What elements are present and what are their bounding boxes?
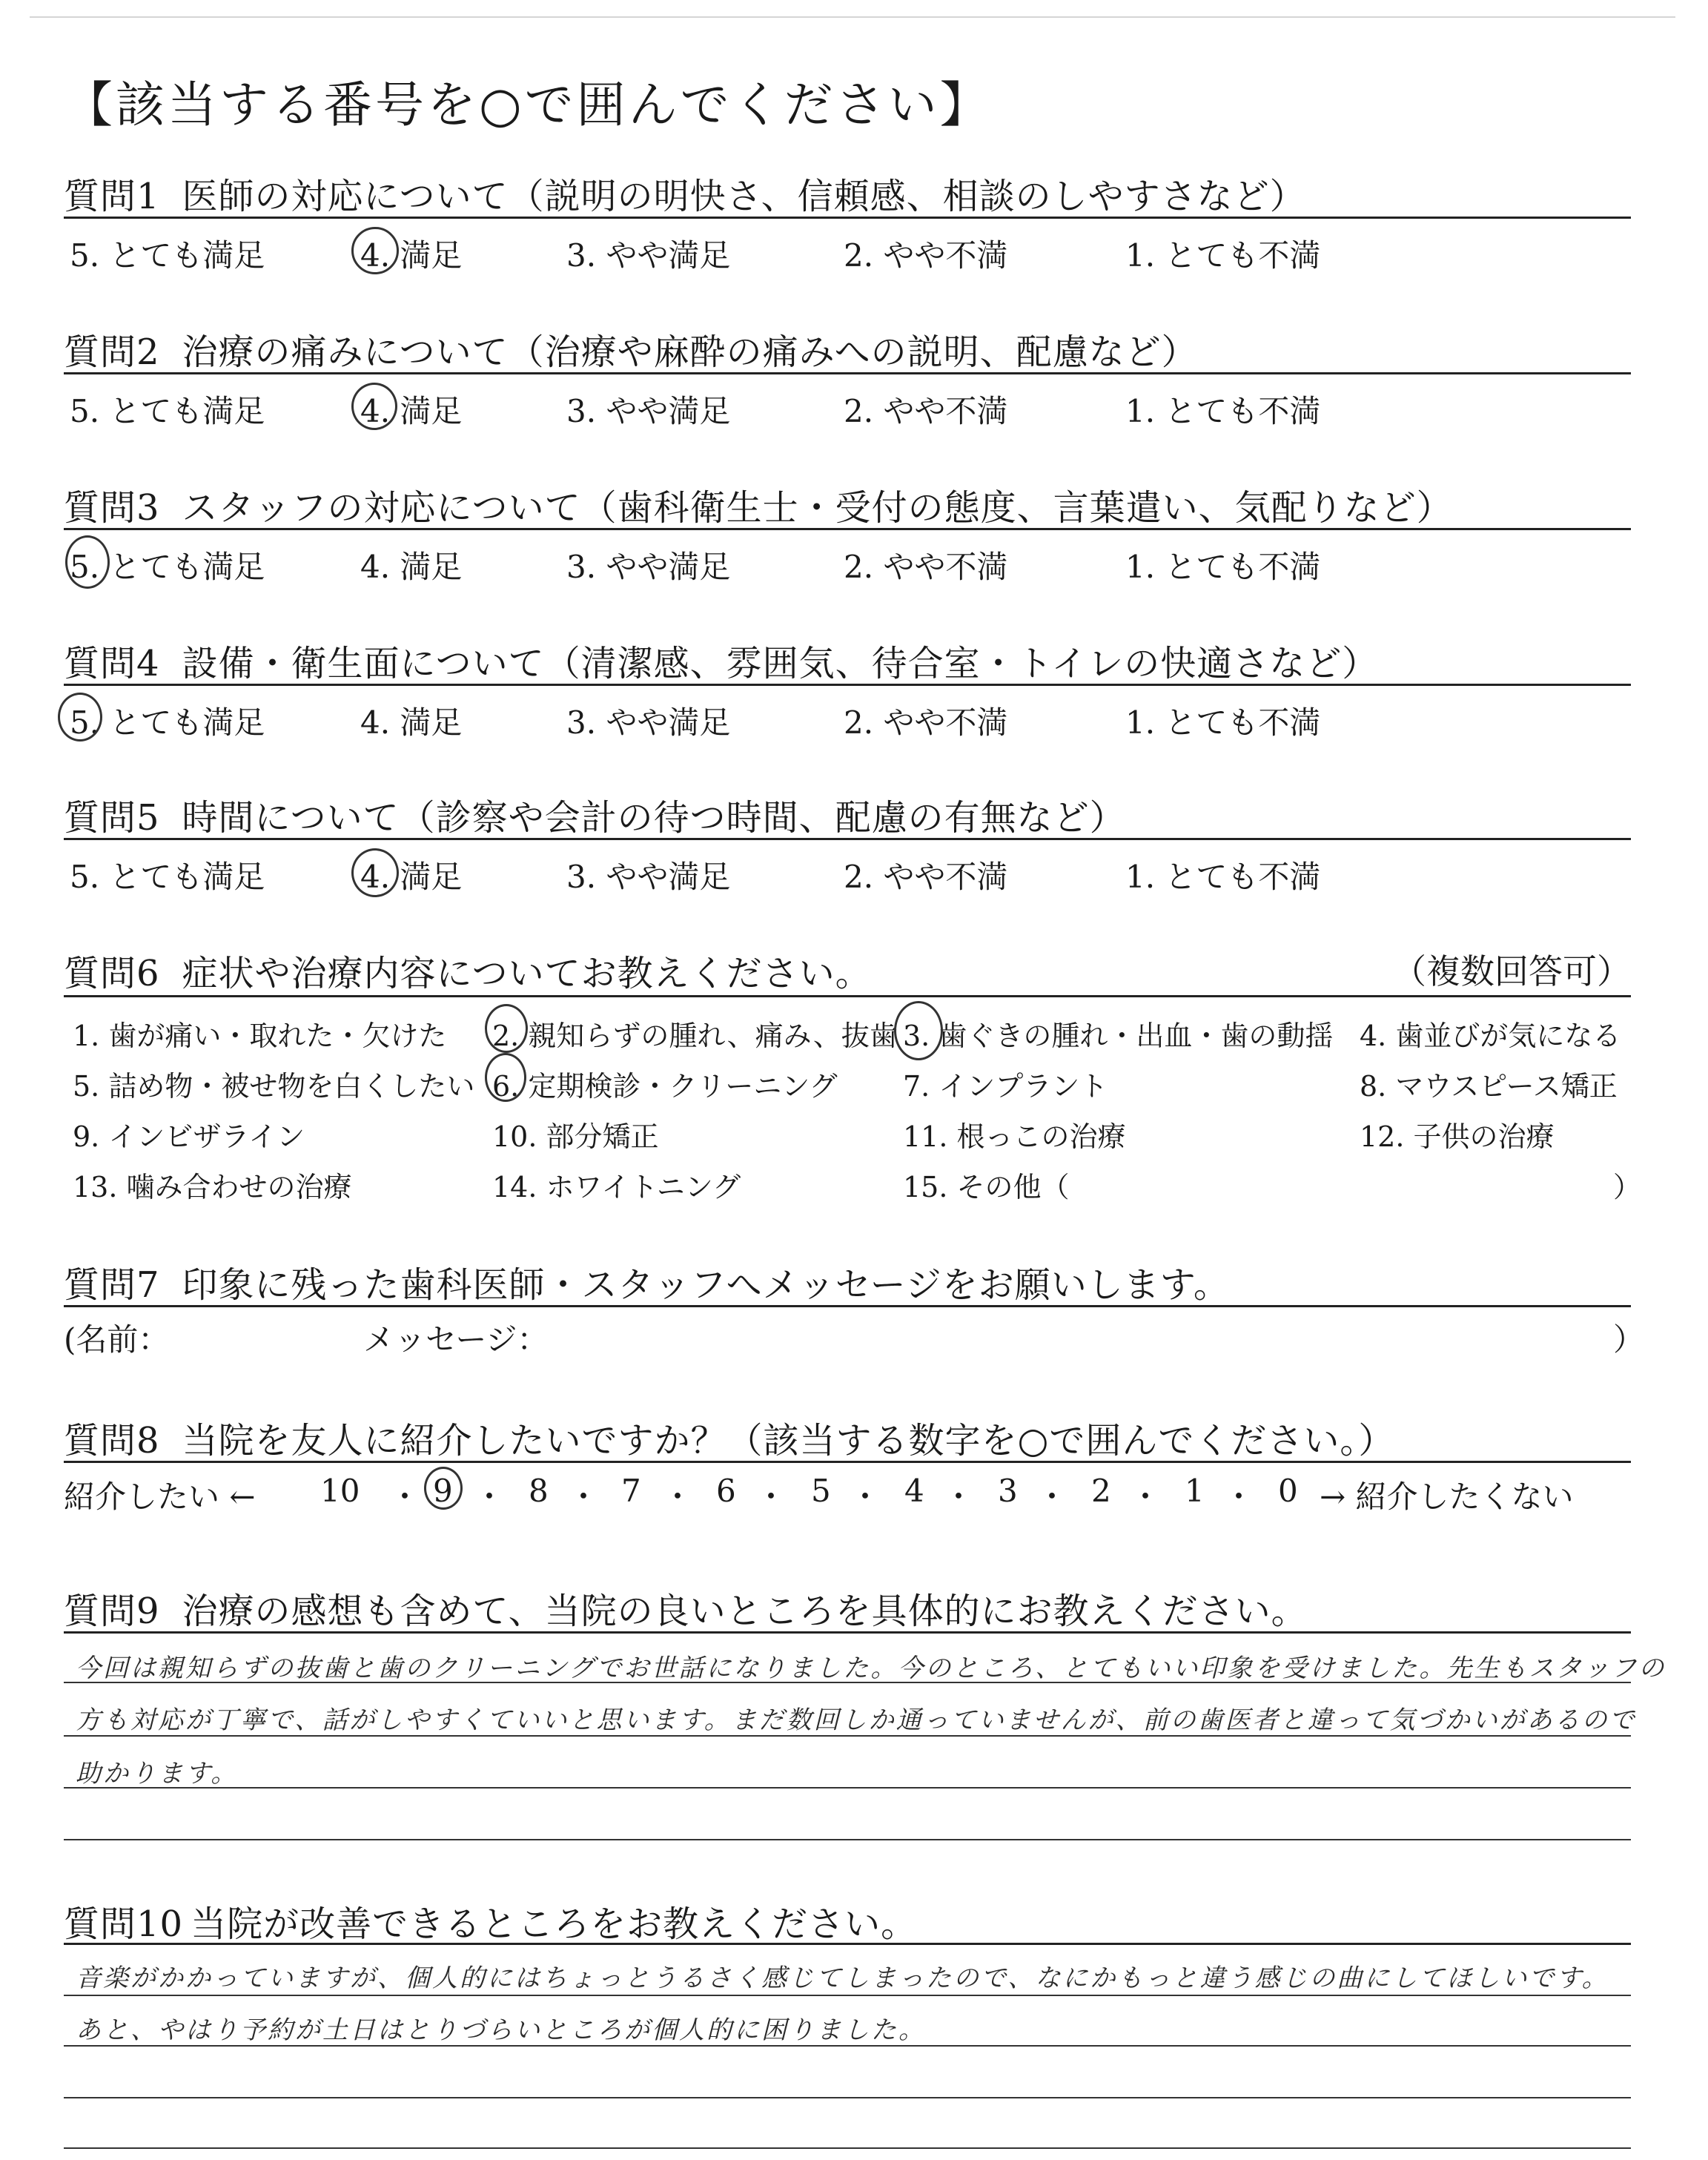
q5-option-4[interactable]: 4. 満足 xyxy=(360,859,463,895)
question-number: 質問10 xyxy=(64,1903,184,1945)
answer-line-rule xyxy=(64,2097,1631,2098)
question-number: 質問9 xyxy=(64,1591,160,1632)
question-4-title xyxy=(64,635,1378,686)
question-text: 症状や治療内容についてお教えください。 xyxy=(182,953,872,994)
answer-line-rule xyxy=(64,1735,1631,1737)
question-number: 質問2 xyxy=(64,331,160,373)
q1-option-5[interactable]: 5. とても満足 xyxy=(70,237,265,274)
q6-option-11[interactable]: 11. 根っこの治療 xyxy=(903,1120,1126,1153)
question-9-title xyxy=(64,1582,1308,1634)
question-text: 治療の感想も含めて、当院の良いところを具体的にお教えください。 xyxy=(182,1591,1308,1632)
question-number: 質問3 xyxy=(64,487,160,529)
q4-option-5[interactable]: 5. とても満足 xyxy=(70,704,265,741)
handwritten-answer-line: 方も対応が丁寧で、話がしやすくていいと思います。まだ数回しか通っていませんが、前の歯医者と違って気づかいがあるので xyxy=(76,1705,1637,1735)
question-text: 時間について（診察や会計の待つ時間、配慮の有無など） xyxy=(182,797,1126,839)
name-label: (名前： xyxy=(64,1321,170,1358)
q2-option-5[interactable]: 5. とても満足 xyxy=(70,393,265,429)
recommend-score-2[interactable]: 2 xyxy=(1091,1473,1111,1509)
top-divider xyxy=(30,16,1675,18)
recommend-left-label: 紹介したい ← xyxy=(64,1479,256,1515)
q1-option-4[interactable]: 4. 満足 xyxy=(360,237,463,274)
selected-circle-mark xyxy=(485,1004,528,1053)
q6-option-1[interactable]: 1. 歯が痛い・取れた・欠けた xyxy=(73,1020,447,1052)
selected-circle-mark xyxy=(894,1001,943,1060)
q6-option-15[interactable]: 15. その他（ xyxy=(903,1171,1070,1203)
recommend-score-6[interactable]: 6 xyxy=(716,1473,736,1509)
q6-other-close-paren: ） xyxy=(1613,1171,1642,1203)
selected-circle-mark xyxy=(58,693,102,742)
scale-separator: ・ xyxy=(389,1479,421,1515)
answer-line-rule xyxy=(64,1995,1631,1996)
question-2-rule xyxy=(64,372,1631,374)
question-number: 質問5 xyxy=(64,797,160,839)
selected-circle-mark xyxy=(424,1467,463,1510)
recommend-score-10[interactable]: 10 xyxy=(320,1473,360,1509)
form-heading: 【該当する番号を○で囲んでください】 xyxy=(64,76,992,133)
q3-option-2[interactable]: 2. やや不満 xyxy=(844,549,1008,585)
q6-option-8[interactable]: 8. マウスピース矯正 xyxy=(1360,1070,1618,1103)
selected-circle-mark xyxy=(351,383,397,430)
selected-circle-mark xyxy=(351,848,399,897)
selected-circle-mark xyxy=(485,1053,526,1102)
question-1-title xyxy=(64,168,1306,219)
selected-circle-mark xyxy=(351,227,399,274)
q5-option-3[interactable]: 3. やや満足 xyxy=(566,859,731,895)
q3-option-4[interactable]: 4. 満足 xyxy=(360,549,463,585)
question-1-rule xyxy=(64,217,1631,219)
q6-option-3[interactable]: 3. 歯ぐきの腫れ・出血・歯の動揺 xyxy=(903,1020,1334,1052)
q2-option-4[interactable]: 4. 満足 xyxy=(360,393,463,429)
q6-option-12[interactable]: 12. 子供の治療 xyxy=(1360,1120,1555,1153)
question-text: スタッフの対応について（歯科衛生士・受付の態度、言葉遣い、気配りなど） xyxy=(182,487,1453,529)
question-7-title xyxy=(64,1256,1230,1307)
question-6-title xyxy=(64,945,872,996)
question-text: 設備・衛生面について（清潔感、雰囲気、待合室・トイレの快適さなど） xyxy=(182,643,1379,684)
question-8-rule xyxy=(64,1461,1631,1463)
recommend-score-7[interactable]: 7 xyxy=(621,1473,641,1509)
answer-line-rule xyxy=(64,2045,1631,2047)
question-text: 当院を友人に紹介したいですか？（該当する数字を○で囲んでください。） xyxy=(182,1420,1395,1462)
q6-option-4[interactable]: 4. 歯並びが気になる xyxy=(1360,1020,1621,1052)
question-10-rule xyxy=(64,1943,1631,1945)
recommend-score-4[interactable]: 4 xyxy=(904,1473,924,1509)
q6-option-5[interactable]: 5. 詰め物・被せ物を白くしたい xyxy=(73,1070,475,1103)
scale-separator: ・ xyxy=(662,1479,694,1515)
recommend-score-5[interactable]: 5 xyxy=(811,1473,831,1509)
recommend-score-0[interactable]: 0 xyxy=(1278,1473,1298,1509)
handwritten-answer-line: 今回は親知らずの抜歯と歯のクリーニングでお世話になりました。今のところ、とてもいい印象を受けました。先生もスタッフの xyxy=(76,1654,1666,1683)
question-text: 医師の対応について（説明の明快さ、信頼感、相談のしやすさなど） xyxy=(182,176,1306,217)
message-close-paren: ） xyxy=(1613,1321,1645,1358)
q3-option-5[interactable]: 5. とても満足 xyxy=(70,549,265,585)
q5-option-5[interactable]: 5. とても満足 xyxy=(70,859,265,895)
answer-line-rule xyxy=(64,1839,1631,1840)
question-number: 質問6 xyxy=(64,953,160,994)
message-label: メッセージ： xyxy=(363,1321,549,1358)
question-text: 治療の痛みについて（治療や麻酔の痛みへの説明、配慮など） xyxy=(182,331,1198,373)
question-4-rule xyxy=(64,684,1631,686)
q6-option-13[interactable]: 13. 噛み合わせの治療 xyxy=(73,1171,352,1203)
question-8-title xyxy=(64,1412,1394,1463)
q5-option-2[interactable]: 2. やや不満 xyxy=(844,859,1008,895)
selected-circle-mark xyxy=(65,535,110,589)
question-3-title xyxy=(64,479,1453,530)
recommend-right-label: → 紹介したくない xyxy=(1320,1479,1574,1515)
scale-separator: ・ xyxy=(755,1479,787,1515)
question-5-title xyxy=(64,789,1126,840)
q2-option-1[interactable]: 1. とても不満 xyxy=(1125,393,1321,429)
q4-option-1[interactable]: 1. とても不満 xyxy=(1125,704,1321,741)
recommend-score-8[interactable]: 8 xyxy=(529,1473,549,1509)
q1-option-2[interactable]: 2. やや不満 xyxy=(844,237,1008,274)
multiple-answers-note: （複数回答可） xyxy=(1392,951,1631,991)
question-3-rule xyxy=(64,528,1631,530)
scale-separator: ・ xyxy=(474,1479,506,1515)
q4-option-2[interactable]: 2. やや不満 xyxy=(844,704,1008,741)
question-2-title xyxy=(64,323,1198,374)
scale-separator: ・ xyxy=(568,1479,600,1515)
answer-line-rule xyxy=(64,1787,1631,1789)
question-10-title xyxy=(64,1895,917,1946)
answer-line-rule xyxy=(64,2147,1631,2149)
question-5-rule xyxy=(64,838,1631,840)
q5-option-1[interactable]: 1. とても不満 xyxy=(1125,859,1321,895)
handwritten-answer-line: 助かります。 xyxy=(76,1759,239,1789)
q1-option-1[interactable]: 1. とても不満 xyxy=(1125,237,1321,274)
answer-line-rule xyxy=(64,1682,1631,1683)
q6-option-14[interactable]: 14. ホワイトニング xyxy=(492,1171,741,1203)
recommend-score-3[interactable]: 3 xyxy=(998,1473,1018,1509)
q6-option-10[interactable]: 10. 部分矯正 xyxy=(492,1120,659,1153)
handwritten-answer-line: 音楽がかかっていますが、個人的にはちょっとうるさく感じてしまったので、なにかもっと違う感じの曲にしてほしいです。 xyxy=(76,1964,1609,1993)
question-number: 質問4 xyxy=(64,643,160,684)
q6-option-6[interactable]: 6. 定期検診・クリーニング xyxy=(492,1070,838,1103)
scale-separator: ・ xyxy=(1036,1479,1068,1515)
q2-option-3[interactable]: 3. やや満足 xyxy=(566,393,731,429)
q4-option-3[interactable]: 3. やや満足 xyxy=(566,704,731,741)
question-text: 当院が改善できるところをお教えください。 xyxy=(191,1903,918,1945)
q6-option-7[interactable]: 7. インプラント xyxy=(903,1070,1108,1103)
scale-separator: ・ xyxy=(1223,1479,1255,1515)
recommend-score-1[interactable]: 1 xyxy=(1185,1473,1205,1509)
q4-option-4[interactable]: 4. 満足 xyxy=(360,704,463,741)
handwritten-answer-line: あと、やはり予約が土日はとりづらいところが個人的に困りました。 xyxy=(76,2015,926,2045)
scale-separator: ・ xyxy=(1130,1479,1162,1515)
question-number: 質問7 xyxy=(64,1264,160,1306)
question-number: 質問8 xyxy=(64,1420,160,1462)
question-9-rule xyxy=(64,1631,1631,1634)
q6-option-9[interactable]: 9. インビザライン xyxy=(73,1120,305,1153)
question-6-rule xyxy=(64,995,1631,997)
recommend-score-9[interactable]: 9 xyxy=(433,1473,453,1509)
q2-option-2[interactable]: 2. やや不満 xyxy=(844,393,1008,429)
scale-separator: ・ xyxy=(943,1479,975,1515)
q1-option-3[interactable]: 3. やや満足 xyxy=(566,237,731,274)
q3-option-1[interactable]: 1. とても不満 xyxy=(1125,549,1321,585)
question-text: 印象に残った歯科医師・スタッフへメッセージをお願いします。 xyxy=(182,1264,1230,1306)
question-7-rule xyxy=(64,1305,1631,1307)
q3-option-3[interactable]: 3. やや満足 xyxy=(566,549,731,585)
scale-separator: ・ xyxy=(850,1479,881,1515)
question-number: 質問1 xyxy=(64,176,160,217)
q6-option-2[interactable]: 2. 親知らずの腫れ、痛み、抜歯 xyxy=(492,1020,898,1052)
